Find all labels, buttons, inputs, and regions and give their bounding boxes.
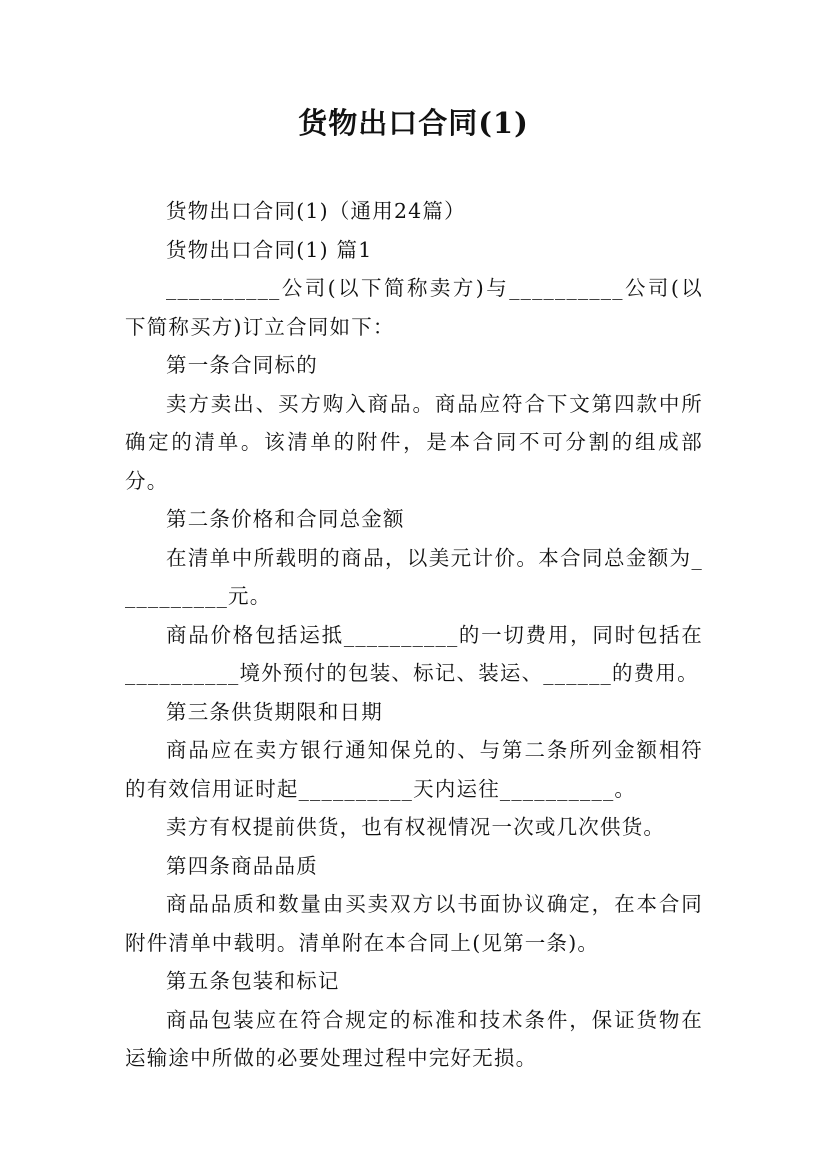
document-title: 货物出口合同(1) (298, 106, 529, 140)
article-1-text: 卖方卖出、买方购入商品。商品应符合下文第四款中所确定的清单。该清单的附件，是本合同不可分割的组成部分。 (125, 391, 703, 493)
article-1-heading: 第一条合同标的 (166, 353, 318, 377)
article-2-text-2: 商品价格包括运抵__________的一切费用，同时包括在__________境外预付的包装、标记、装运、______的费用。 (125, 622, 703, 685)
article-4-heading: 第四条商品品质 (166, 853, 318, 878)
article-3-text-1: 商品应在卖方银行通知保兑的、与第二条所列金额相符的有效信用证时起__________天内运往__________。 (125, 738, 703, 801)
article-3-heading: 第三条供货期限和日期 (166, 699, 383, 724)
paragraph-subtitle: 货物出口合同(1)（通用24篇） (166, 199, 466, 223)
paragraph-part-heading: 货物出口合同(1) 篇1 (166, 237, 373, 262)
article-2-text-1: 在清单中所载明的商品，以美元计价。本合同总金额为__________元。 (125, 545, 703, 608)
article-5-heading: 第五条包装和标记 (166, 969, 340, 993)
paragraph-parties: __________公司(以下简称卖方)与__________公司(以下简称买方)订立合同如下： (125, 276, 703, 339)
article-4-text: 商品品质和数量由买卖双方以书面协议确定，在本合同附件清单中载明。清单附在本合同上(见第一条)。 (125, 892, 703, 955)
article-5-text: 商品包装应在符合规定的标准和技术条件，保证货物在运输途中所做的必要处理过程中完好无损。 (125, 1007, 703, 1070)
article-3-text-2: 卖方有权提前供货，也有权视情况一次或几次供货。 (166, 815, 666, 839)
article-2-heading: 第二条价格和合同总金额 (166, 507, 405, 531)
document-body (125, 192, 703, 1078)
